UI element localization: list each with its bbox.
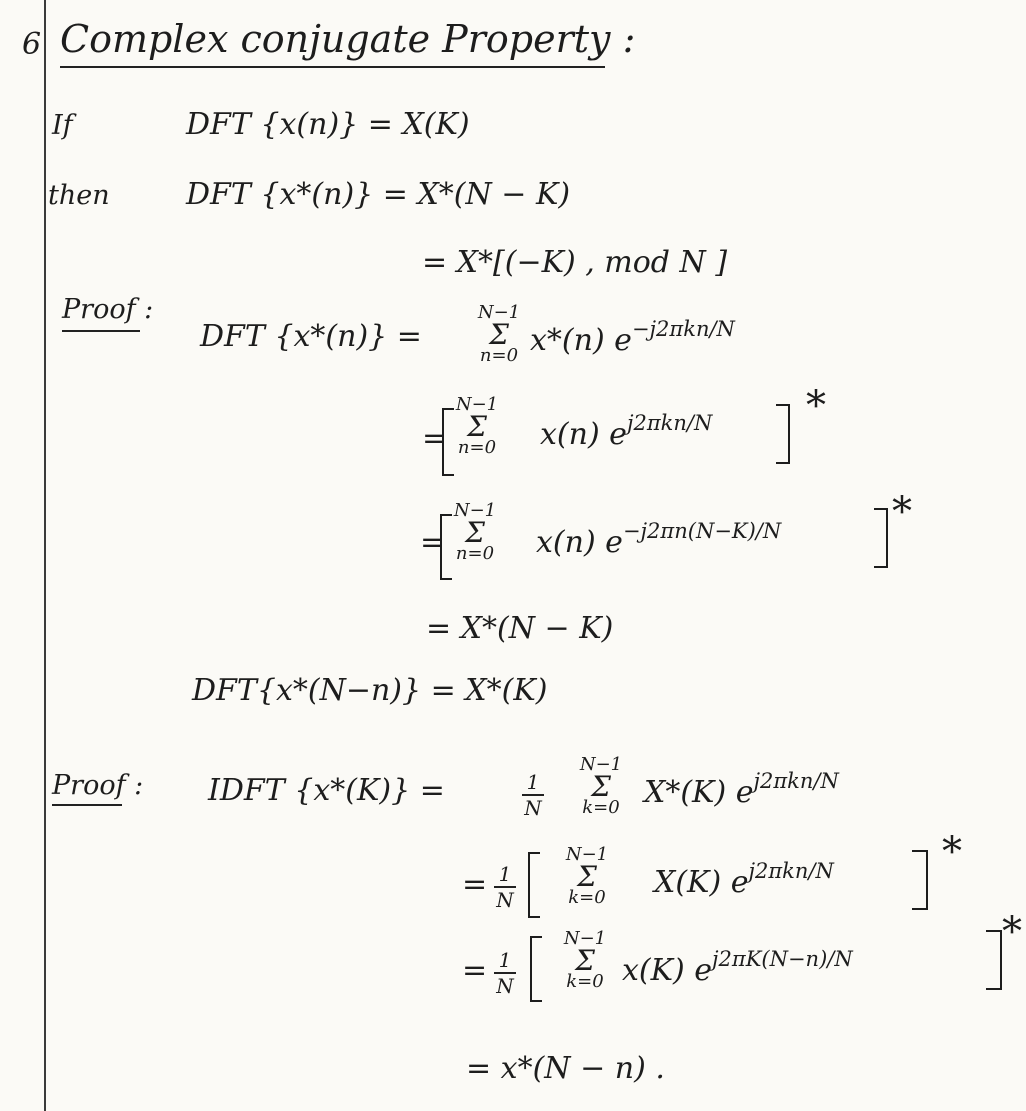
right-bracket bbox=[874, 508, 888, 568]
proof1-line1-term: x*(n) $e^{-j2\pi kn/N}$ bbox=[530, 317, 735, 358]
sum-line3: N−1 Σ n=0 bbox=[453, 500, 497, 565]
statement2-equation: DFT{x*(N−n)} = X*(K) bbox=[192, 673, 548, 708]
proof-underline-2 bbox=[52, 804, 122, 806]
sum-lower: n=0 bbox=[479, 345, 519, 367]
proof2-line3-exp: j2πK(N−n)/N bbox=[712, 947, 853, 971]
fraction-one-over-n: 1 N bbox=[522, 772, 544, 818]
left-bracket bbox=[530, 936, 542, 1002]
proof1-lhs: DFT {x*(n)} = bbox=[200, 319, 422, 354]
conjugate-star: * bbox=[1002, 909, 1022, 955]
proof2-line3-term: x(K) $e^{j2\pi K(N-n)/N}$ bbox=[622, 947, 853, 988]
proof1-line3-term: x(n) $e^{-j2\pi n(N-K)/N}$ bbox=[536, 519, 782, 560]
sum-proof2-line3: N−1 Σ k=0 bbox=[563, 928, 607, 993]
margin-line bbox=[44, 0, 46, 1111]
proof-label-2: Proof : bbox=[52, 770, 144, 801]
conjugate-star: * bbox=[942, 829, 962, 875]
then-equation: DFT {x*(n)} = X*(N − K) bbox=[186, 177, 571, 212]
if-equation: DFT {x(n)} = X(K) bbox=[186, 107, 470, 142]
conjugate-star: * bbox=[892, 489, 912, 535]
right-bracket bbox=[912, 850, 928, 910]
right-bracket bbox=[776, 404, 790, 464]
proof2-result: = x*(N − n) . bbox=[466, 1051, 665, 1086]
proof1-line2-eq: = bbox=[422, 421, 448, 456]
proof2-line1-exp: j2πkn/N bbox=[753, 769, 839, 793]
proof1-result: = X*(N − K) bbox=[426, 611, 614, 646]
proof1-line3-eq: = bbox=[420, 525, 446, 560]
fraction-one-over-n: 1 N bbox=[494, 864, 516, 910]
proof1-line2-exp: j2πkn/N bbox=[626, 411, 713, 435]
proof1-line3-exp: −j2πn(N−K)/N bbox=[622, 519, 782, 543]
conjugate-star: * bbox=[806, 383, 826, 429]
then-equation-mod: = X*[(−K) , mod N ] bbox=[422, 245, 728, 280]
proof2-line2-eq: = bbox=[462, 867, 488, 902]
proof-label-1: Proof : bbox=[62, 294, 154, 325]
proof2-line1-term: X*(K) $e^{j2\pi kn/N}$ bbox=[644, 769, 839, 810]
right-bracket bbox=[986, 930, 1002, 990]
section-title: Complex conjugate Property : bbox=[60, 17, 636, 61]
proof2-line2-exp: j2πkn/N bbox=[748, 859, 834, 883]
left-bracket bbox=[528, 852, 540, 918]
proof1-line2-term: x(n) $e^{j2\pi kn/N}$ bbox=[540, 411, 713, 452]
sum-proof2-line2: N−1 Σ k=0 bbox=[565, 844, 609, 909]
sum-line1 bbox=[474, 304, 524, 365]
fraction-one-over-n: 1 N bbox=[494, 950, 516, 996]
if-label: If bbox=[52, 110, 73, 141]
sum-upper: N−1 bbox=[477, 302, 521, 323]
then-label: then bbox=[48, 180, 110, 211]
proof1-line1-exp: −j2πkn/N bbox=[631, 317, 735, 341]
sum-proof2-line1: N−1 Σ k=0 bbox=[579, 754, 623, 819]
title-underline bbox=[60, 66, 605, 68]
sum-line2: N−1 Σ n=0 bbox=[455, 394, 499, 459]
section-number: 6 bbox=[22, 27, 42, 62]
proof2-lhs: IDFT {x*(K)} = bbox=[208, 773, 445, 808]
sigma: Σ bbox=[489, 318, 509, 351]
proof-underline-1 bbox=[62, 330, 140, 332]
proof2-line2-term: X(K) $e^{j2\pi kn/N}$ bbox=[654, 859, 834, 900]
proof2-line3-eq: = bbox=[462, 953, 488, 988]
